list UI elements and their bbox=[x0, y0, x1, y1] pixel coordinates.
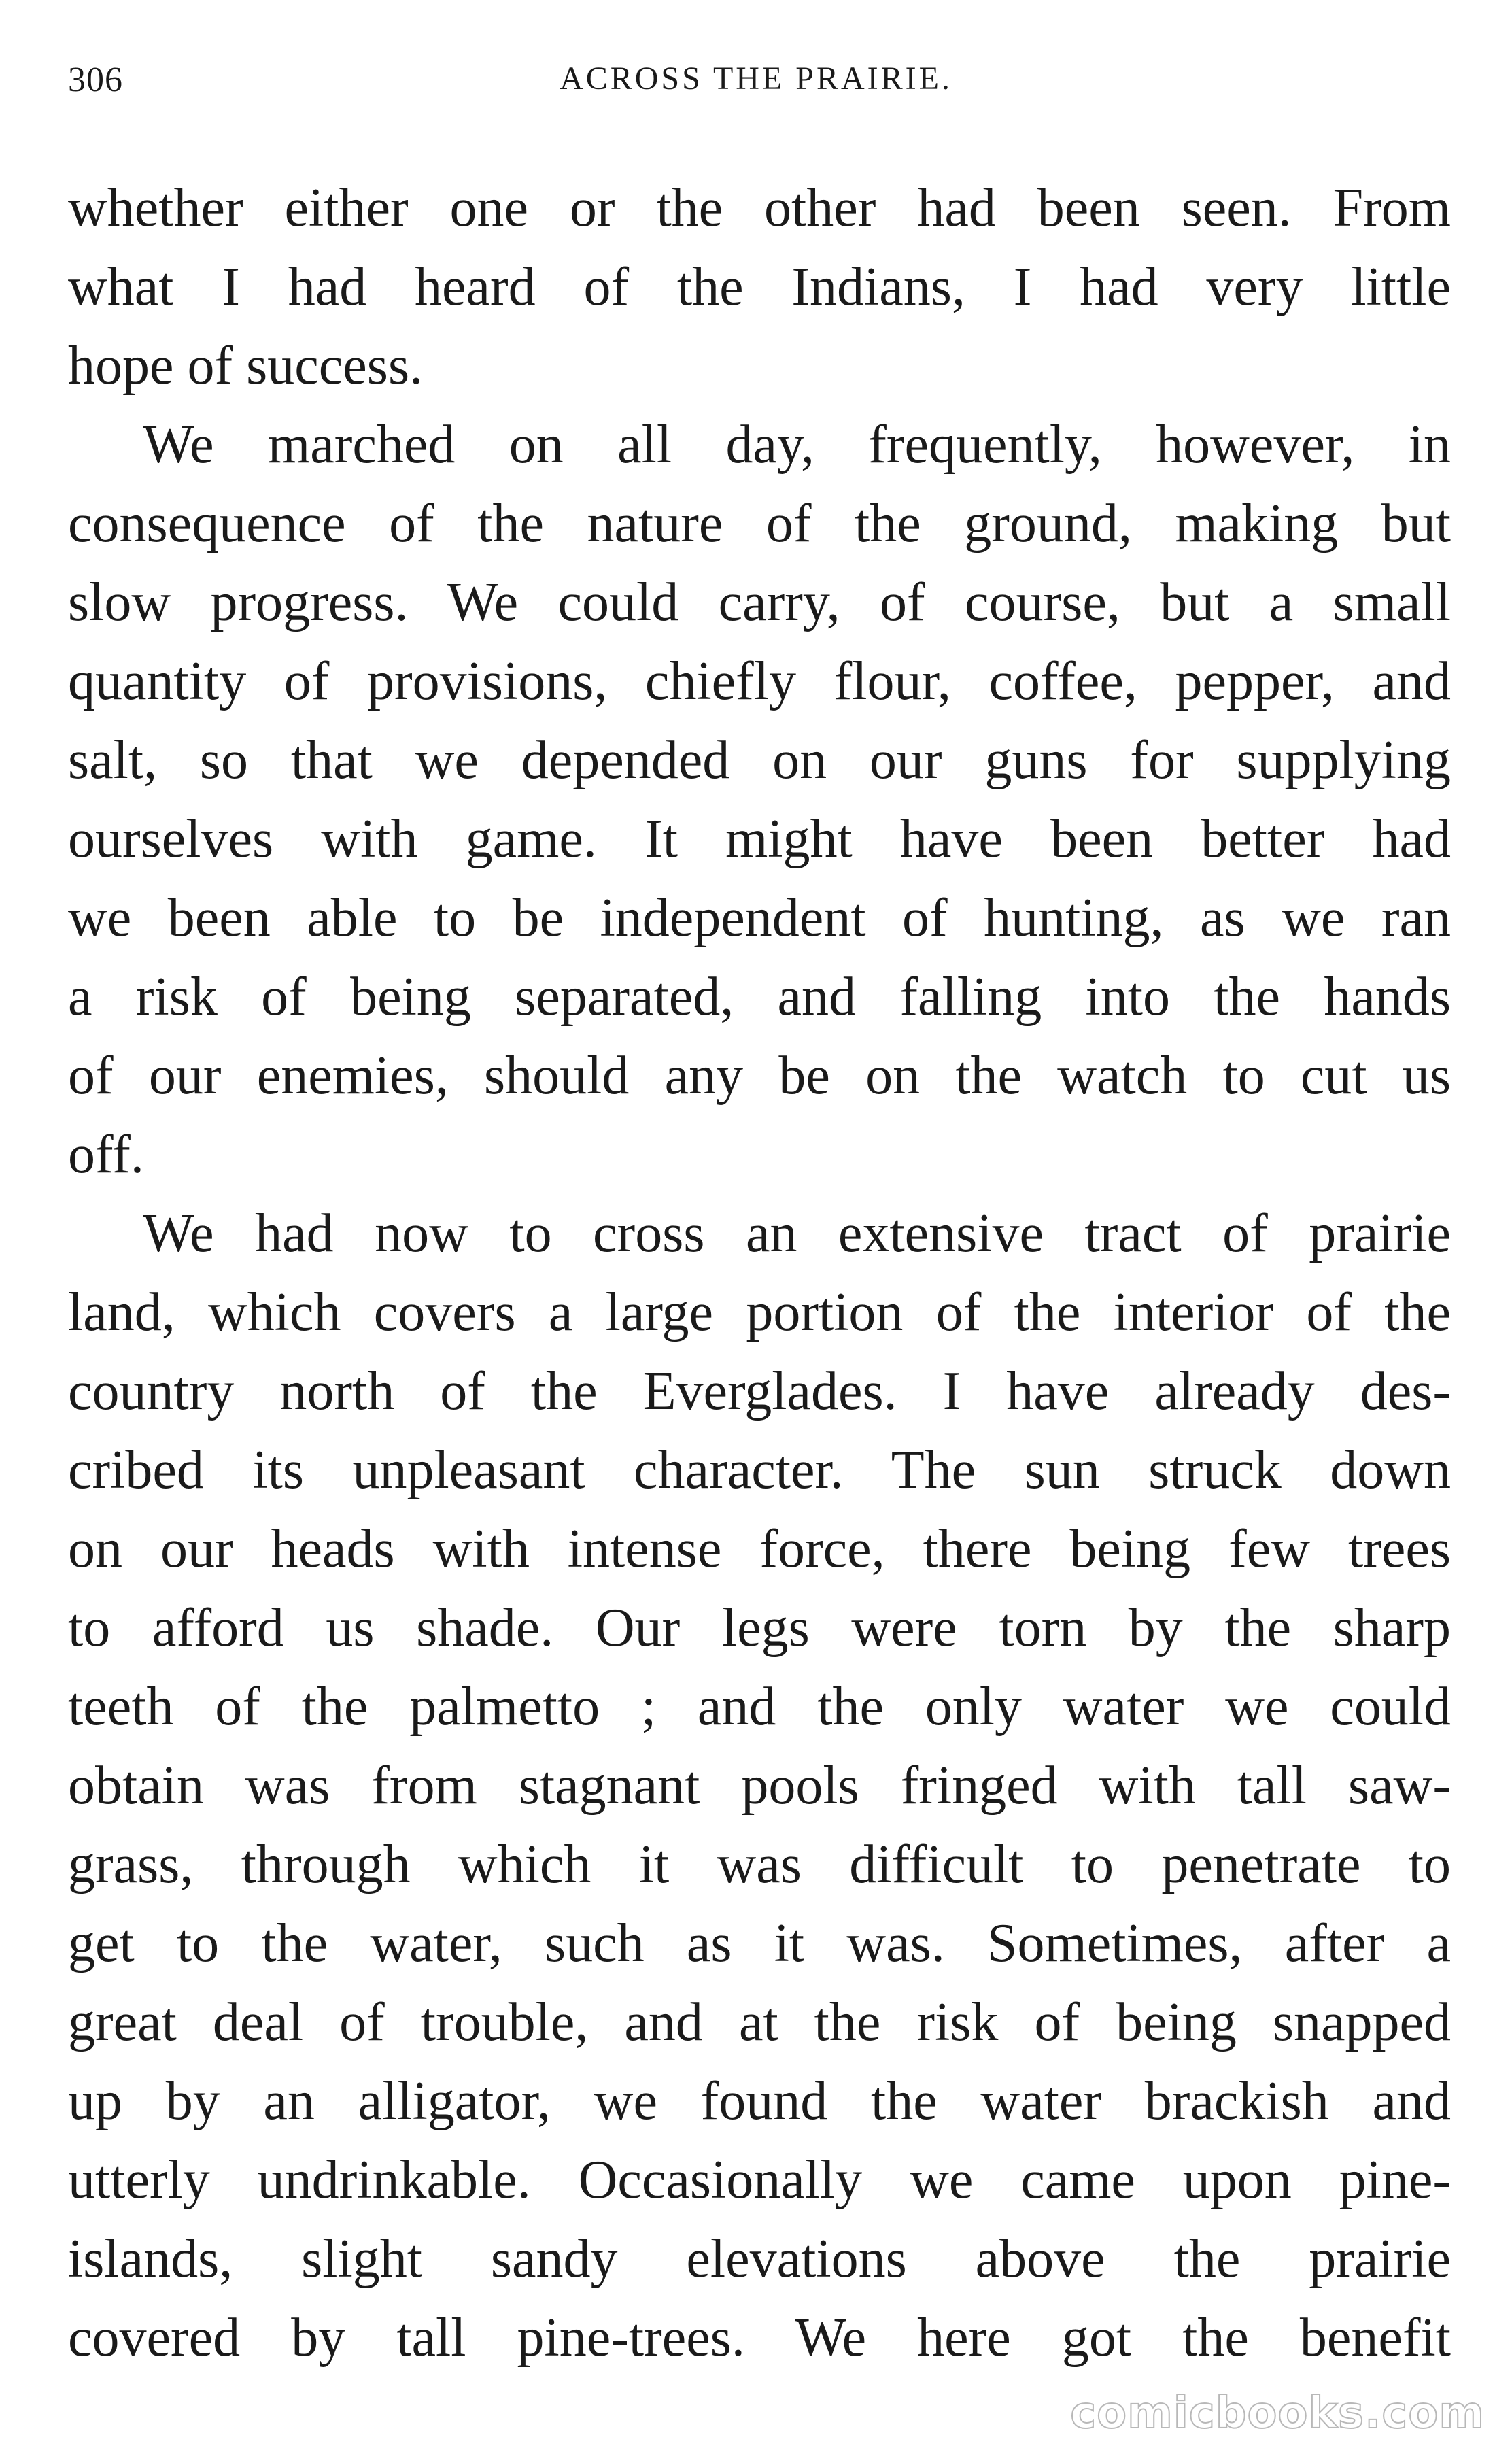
text-line: islands, slight sandy elevations above the prairie bbox=[68, 2229, 1451, 2289]
text-line: ourselves with game. It might have been better had bbox=[68, 809, 1451, 869]
text-line: We marched on all day, frequently, however, in bbox=[143, 415, 1451, 475]
text-line: to afford us shade. Our legs were torn by the sharp bbox=[68, 1598, 1451, 1658]
text-line: whether either one or the other had been seen. From bbox=[68, 178, 1451, 238]
text-line: we been able to be independent of hunting, as we ran bbox=[68, 888, 1451, 948]
text-line: covered by tall pine-trees. We here got the benefit bbox=[68, 2308, 1451, 2368]
text-line: off. bbox=[68, 1125, 144, 1185]
text-line: grass, through which it was difficult to penetrate to bbox=[68, 1835, 1451, 1894]
running-head bbox=[68, 60, 1444, 114]
text-line: teeth of the palmetto ; and the only water we could bbox=[68, 1677, 1451, 1737]
text-line: of our enemies, should any be on the watch to cut us bbox=[68, 1046, 1451, 1106]
paragraph bbox=[68, 405, 1451, 1194]
text-line: salt, so that we depended on our guns for supplying bbox=[68, 730, 1451, 790]
text-line: utterly undrinkable. Occasionally we came upon pine- bbox=[68, 2150, 1451, 2210]
text-line: We had now to cross an extensive tract of prairie bbox=[143, 1204, 1451, 1263]
text-line: on our heads with intense force, there being few trees bbox=[68, 1519, 1451, 1579]
text-line: obtain was from stagnant pools fringed with tall saw- bbox=[68, 1756, 1451, 1816]
text-line: slow progress. We could carry, of course, but a small bbox=[68, 573, 1451, 632]
text-line: consequence of the nature of the ground, making but bbox=[68, 494, 1451, 554]
text-line: get to the water, such as it was. Sometimes, after a bbox=[68, 1914, 1451, 1973]
text-line: country north of the Everglades. I have already des- bbox=[68, 1361, 1451, 1421]
text-line: up by an alligator, we found the water brackish and bbox=[68, 2071, 1451, 2131]
watermark: comicbooks.com bbox=[1070, 2388, 1485, 2438]
paragraph bbox=[68, 169, 1451, 405]
body-text bbox=[68, 169, 1451, 2377]
paragraph bbox=[68, 1194, 1451, 2377]
page-number: 306 bbox=[68, 61, 123, 99]
text-line: great deal of trouble, and at the risk of being snapped bbox=[68, 1992, 1451, 2052]
text-line: a risk of being separated, and falling into the hands bbox=[68, 967, 1451, 1027]
text-line: hope of success. bbox=[68, 336, 424, 396]
text-line: what I had heard of the Indians, I had very little bbox=[68, 257, 1451, 317]
text-line: cribed its unpleasant character. The sun struck down bbox=[68, 1440, 1451, 1500]
text-line: land, which covers a large portion of the interior of the bbox=[68, 1282, 1451, 1342]
running-title: ACROSS THE PRAIRIE. bbox=[560, 61, 952, 97]
text-line: quantity of provisions, chiefly flour, coffee, pepper, and bbox=[68, 651, 1451, 711]
